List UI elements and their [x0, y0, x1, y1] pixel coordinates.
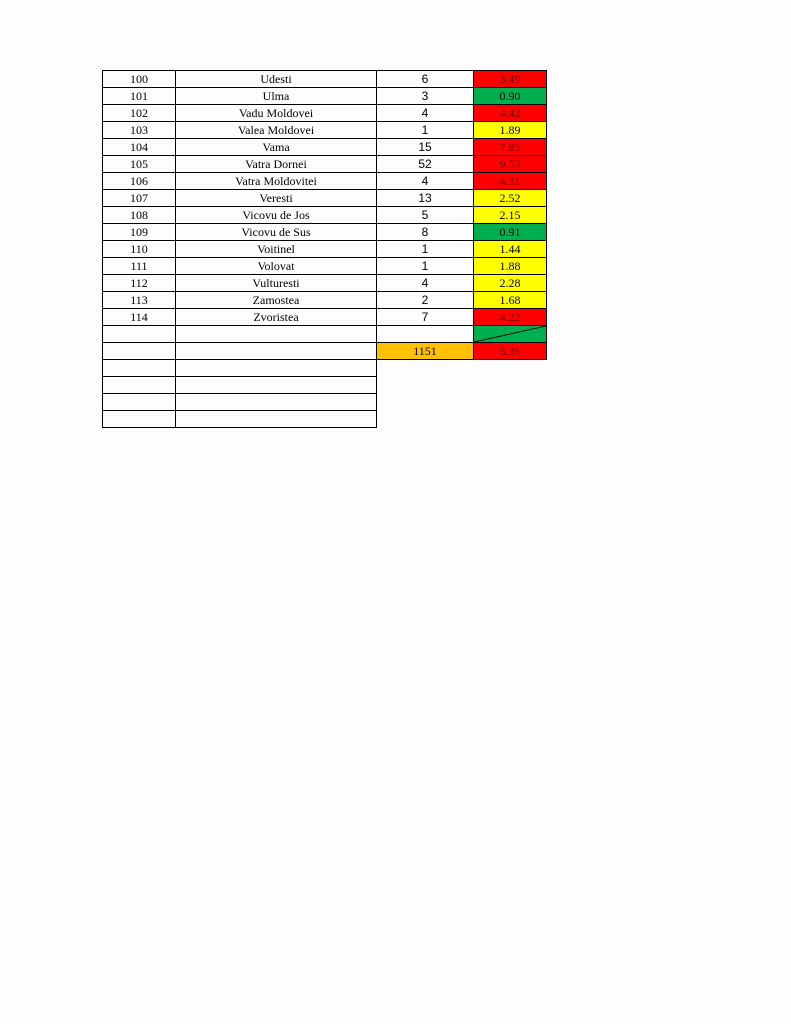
table-row-empty — [103, 326, 547, 343]
case-count: 4 — [377, 173, 474, 190]
rate-cell — [474, 258, 547, 275]
rate-cell — [474, 122, 547, 139]
locality-name: Voitinel — [176, 241, 377, 258]
rate-value: 1.68 — [499, 293, 521, 307]
table-row — [103, 207, 547, 224]
row-number: 108 — [103, 207, 176, 224]
rate-value: 4.22 — [499, 310, 521, 324]
row-number: 111 — [103, 258, 176, 275]
table-row — [103, 122, 547, 139]
table-row — [103, 139, 547, 156]
case-count: 1 — [377, 122, 474, 139]
table-row — [103, 224, 547, 241]
case-count: 2 — [377, 292, 474, 309]
rate-value: 3.49 — [499, 72, 521, 86]
case-count: 4 — [377, 275, 474, 292]
cell — [377, 326, 474, 343]
table-row — [103, 88, 547, 105]
row-number: 114 — [103, 309, 176, 326]
cell — [176, 377, 377, 394]
row-number: 106 — [103, 173, 176, 190]
table-body — [103, 71, 547, 428]
total-count: 1151 — [377, 343, 474, 360]
case-count: 7 — [377, 309, 474, 326]
case-count: 1 — [377, 258, 474, 275]
table-row-blank — [103, 360, 547, 377]
rate-value: 2.52 — [499, 191, 521, 205]
locality-name: Veresti — [176, 190, 377, 207]
cell — [474, 360, 547, 377]
table-row — [103, 71, 547, 88]
table-row-total — [103, 343, 547, 360]
locality-name: Vadu Moldovei — [176, 105, 377, 122]
cell — [377, 394, 474, 411]
locality-name: Zvoristea — [176, 309, 377, 326]
rate-cell — [474, 190, 547, 207]
rate-value: 2.28 — [499, 276, 521, 290]
cell — [176, 360, 377, 377]
row-number: 104 — [103, 139, 176, 156]
cell — [103, 360, 176, 377]
rate-cell — [474, 292, 547, 309]
locality-name: Vicovu de Sus — [176, 224, 377, 241]
rate-value: 1.88 — [499, 259, 521, 273]
case-count: 6 — [377, 71, 474, 88]
locality-name: Vatra Dornei — [176, 156, 377, 173]
table-row — [103, 105, 547, 122]
case-count: 4 — [377, 105, 474, 122]
rate-cell — [474, 309, 547, 326]
row-number: 113 — [103, 292, 176, 309]
data-table — [102, 70, 547, 428]
locality-name: Zamostea — [176, 292, 377, 309]
cell — [176, 394, 377, 411]
case-count: 8 — [377, 224, 474, 241]
total-rate-value: 5.36 — [499, 344, 521, 358]
table-row-blank — [103, 411, 547, 428]
diagonal-cell — [474, 326, 547, 343]
cell — [474, 377, 547, 394]
rate-cell — [474, 173, 547, 190]
row-number: 107 — [103, 190, 176, 207]
table-row-blank — [103, 377, 547, 394]
locality-name: Vama — [176, 139, 377, 156]
row-number: 103 — [103, 122, 176, 139]
table-row — [103, 258, 547, 275]
diagonal-line-icon — [474, 326, 546, 342]
cell — [103, 394, 176, 411]
case-count: 3 — [377, 88, 474, 105]
rate-cell — [474, 224, 547, 241]
rate-cell — [474, 71, 547, 88]
table-row — [103, 241, 547, 258]
locality-name: Volovat — [176, 258, 377, 275]
cell — [103, 411, 176, 428]
cell — [377, 411, 474, 428]
table-row — [103, 309, 547, 326]
table-row — [103, 190, 547, 207]
row-number: 109 — [103, 224, 176, 241]
row-number: 101 — [103, 88, 176, 105]
rate-value: 9.53 — [499, 157, 521, 171]
rate-value: 2.15 — [499, 208, 521, 222]
table-row-blank — [103, 394, 547, 411]
locality-name: Valea Moldovei — [176, 122, 377, 139]
rate-value: 4.42 — [499, 106, 521, 120]
cell — [103, 326, 176, 343]
rate-cell — [474, 275, 547, 292]
rate-value: 7.85 — [499, 140, 521, 154]
rate-cell — [474, 105, 547, 122]
row-number: 112 — [103, 275, 176, 292]
table-row — [103, 275, 547, 292]
case-count: 1 — [377, 241, 474, 258]
rate-value: 1.89 — [499, 123, 521, 137]
case-count: 5 — [377, 207, 474, 224]
locality-name: Vatra Moldovitei — [176, 173, 377, 190]
cell — [176, 411, 377, 428]
cell — [474, 394, 547, 411]
rate-cell — [474, 88, 547, 105]
cell — [103, 377, 176, 394]
locality-name: Ulma — [176, 88, 377, 105]
locality-name: Vulturesti — [176, 275, 377, 292]
cell — [377, 377, 474, 394]
rate-cell — [474, 241, 547, 258]
cell — [176, 343, 377, 360]
locality-name: Vicovu de Jos — [176, 207, 377, 224]
cell — [377, 360, 474, 377]
rate-cell — [474, 207, 547, 224]
rate-value: 1.44 — [499, 242, 521, 256]
row-number: 105 — [103, 156, 176, 173]
cell — [176, 326, 377, 343]
row-number: 100 — [103, 71, 176, 88]
table-row — [103, 292, 547, 309]
locality-name: Udesti — [176, 71, 377, 88]
case-count: 15 — [377, 139, 474, 156]
row-number: 110 — [103, 241, 176, 258]
rate-cell — [474, 139, 547, 156]
rate-value: 0.90 — [499, 89, 521, 103]
cell — [103, 343, 176, 360]
cell — [474, 411, 547, 428]
row-number: 102 — [103, 105, 176, 122]
total-rate — [474, 343, 547, 360]
table-row — [103, 156, 547, 173]
rate-value: 4.31 — [499, 174, 521, 188]
case-count: 52 — [377, 156, 474, 173]
rate-value: 0.91 — [499, 225, 521, 239]
case-count: 13 — [377, 190, 474, 207]
table-row — [103, 173, 547, 190]
rate-cell — [474, 156, 547, 173]
